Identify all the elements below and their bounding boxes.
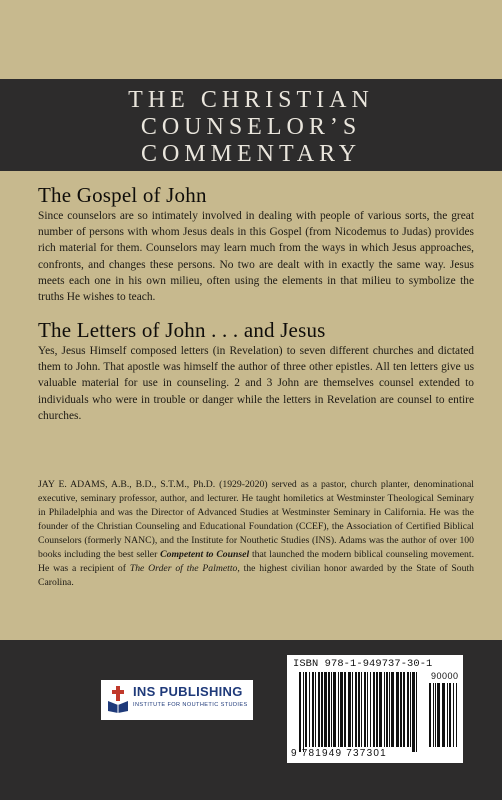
top-tan-band [0,0,502,79]
gospel-description: Since counselors are so intimately involved in dealing with people of various sorts, the great number of persons with whom Jesus deals in this Gospel (from Nicodemus to Judas) provides rich material for them. Counselors may learn much from the ways in which Jesus approaches, confronts, and changes these persons. No two are dealt with in exactly the same way. Jesus meets each one in his own milieu, often using the elements in that milieu to symbolize the truths He wishes to teach. [38,210,474,304]
author-bio-text-3: , the highest civilian honor awarded by the State of South Carolina. [38,563,474,588]
series-title: THE CHRISTIAN COUNSELOR’S COMMENTARY [128,87,374,167]
award-title: The Order of the Palmetto [129,563,238,574]
ean-barcode-bars [299,672,417,752]
book-title-competent: Competent to Counsel [160,549,250,560]
author-bio-text: JAY E. ADAMS, A.B., B.D., S.T.M., Ph.D. (1929-2020) served as a pastor, church planter, denominational executive, seminary professor, author, and lecturer. He taught homiletics at Westminster Theological Seminary in Philadelphia and was the Director of Advanced Studies at Westminster Seminary in California. He was the founder of the Christian Counseling and Educational Foundation (CCEF), the Association of Certified Biblical Counselors (formerly NANC), and the Institute for Nouthetic Studies (INS). Adams was the author of over 100 books including the best seller [38,479,474,560]
gospel-heading: The Gospel of John [38,183,207,207]
price-barcode-bars [429,683,457,747]
barcode-box [287,655,463,763]
publisher-name: INS PUBLISHING [133,684,243,699]
publisher-subtitle: INSTITUTE FOR NOUTHETIC STUDIES [133,702,248,708]
author-bio-text-2: that launched the modern biblical counseling movement. He was a recipient of [38,549,474,574]
author-bio [38,478,474,590]
barcode-digits: 9 781949 737301 [291,748,387,759]
price-code: 90000 [431,671,459,681]
letters-description: Yes, Jesus Himself composed letters (in Revelation) to seven different churches and dictated them to John. That apostle was himself the author of three other epistles. All ten letters give us valuable material for use in counseling. 2 and 3 John are themselves counsel extended to individuals who were in trouble or danger while the letters in Revelation are counsel to entire churches. [38,345,474,422]
isbn-number: ISBN 978-1-949737-30-1 [293,658,433,670]
ins-book-cross-logo-icon [107,685,129,713]
letters-heading: The Letters of John . . . and Jesus [38,318,326,342]
publisher-logo [101,680,253,720]
